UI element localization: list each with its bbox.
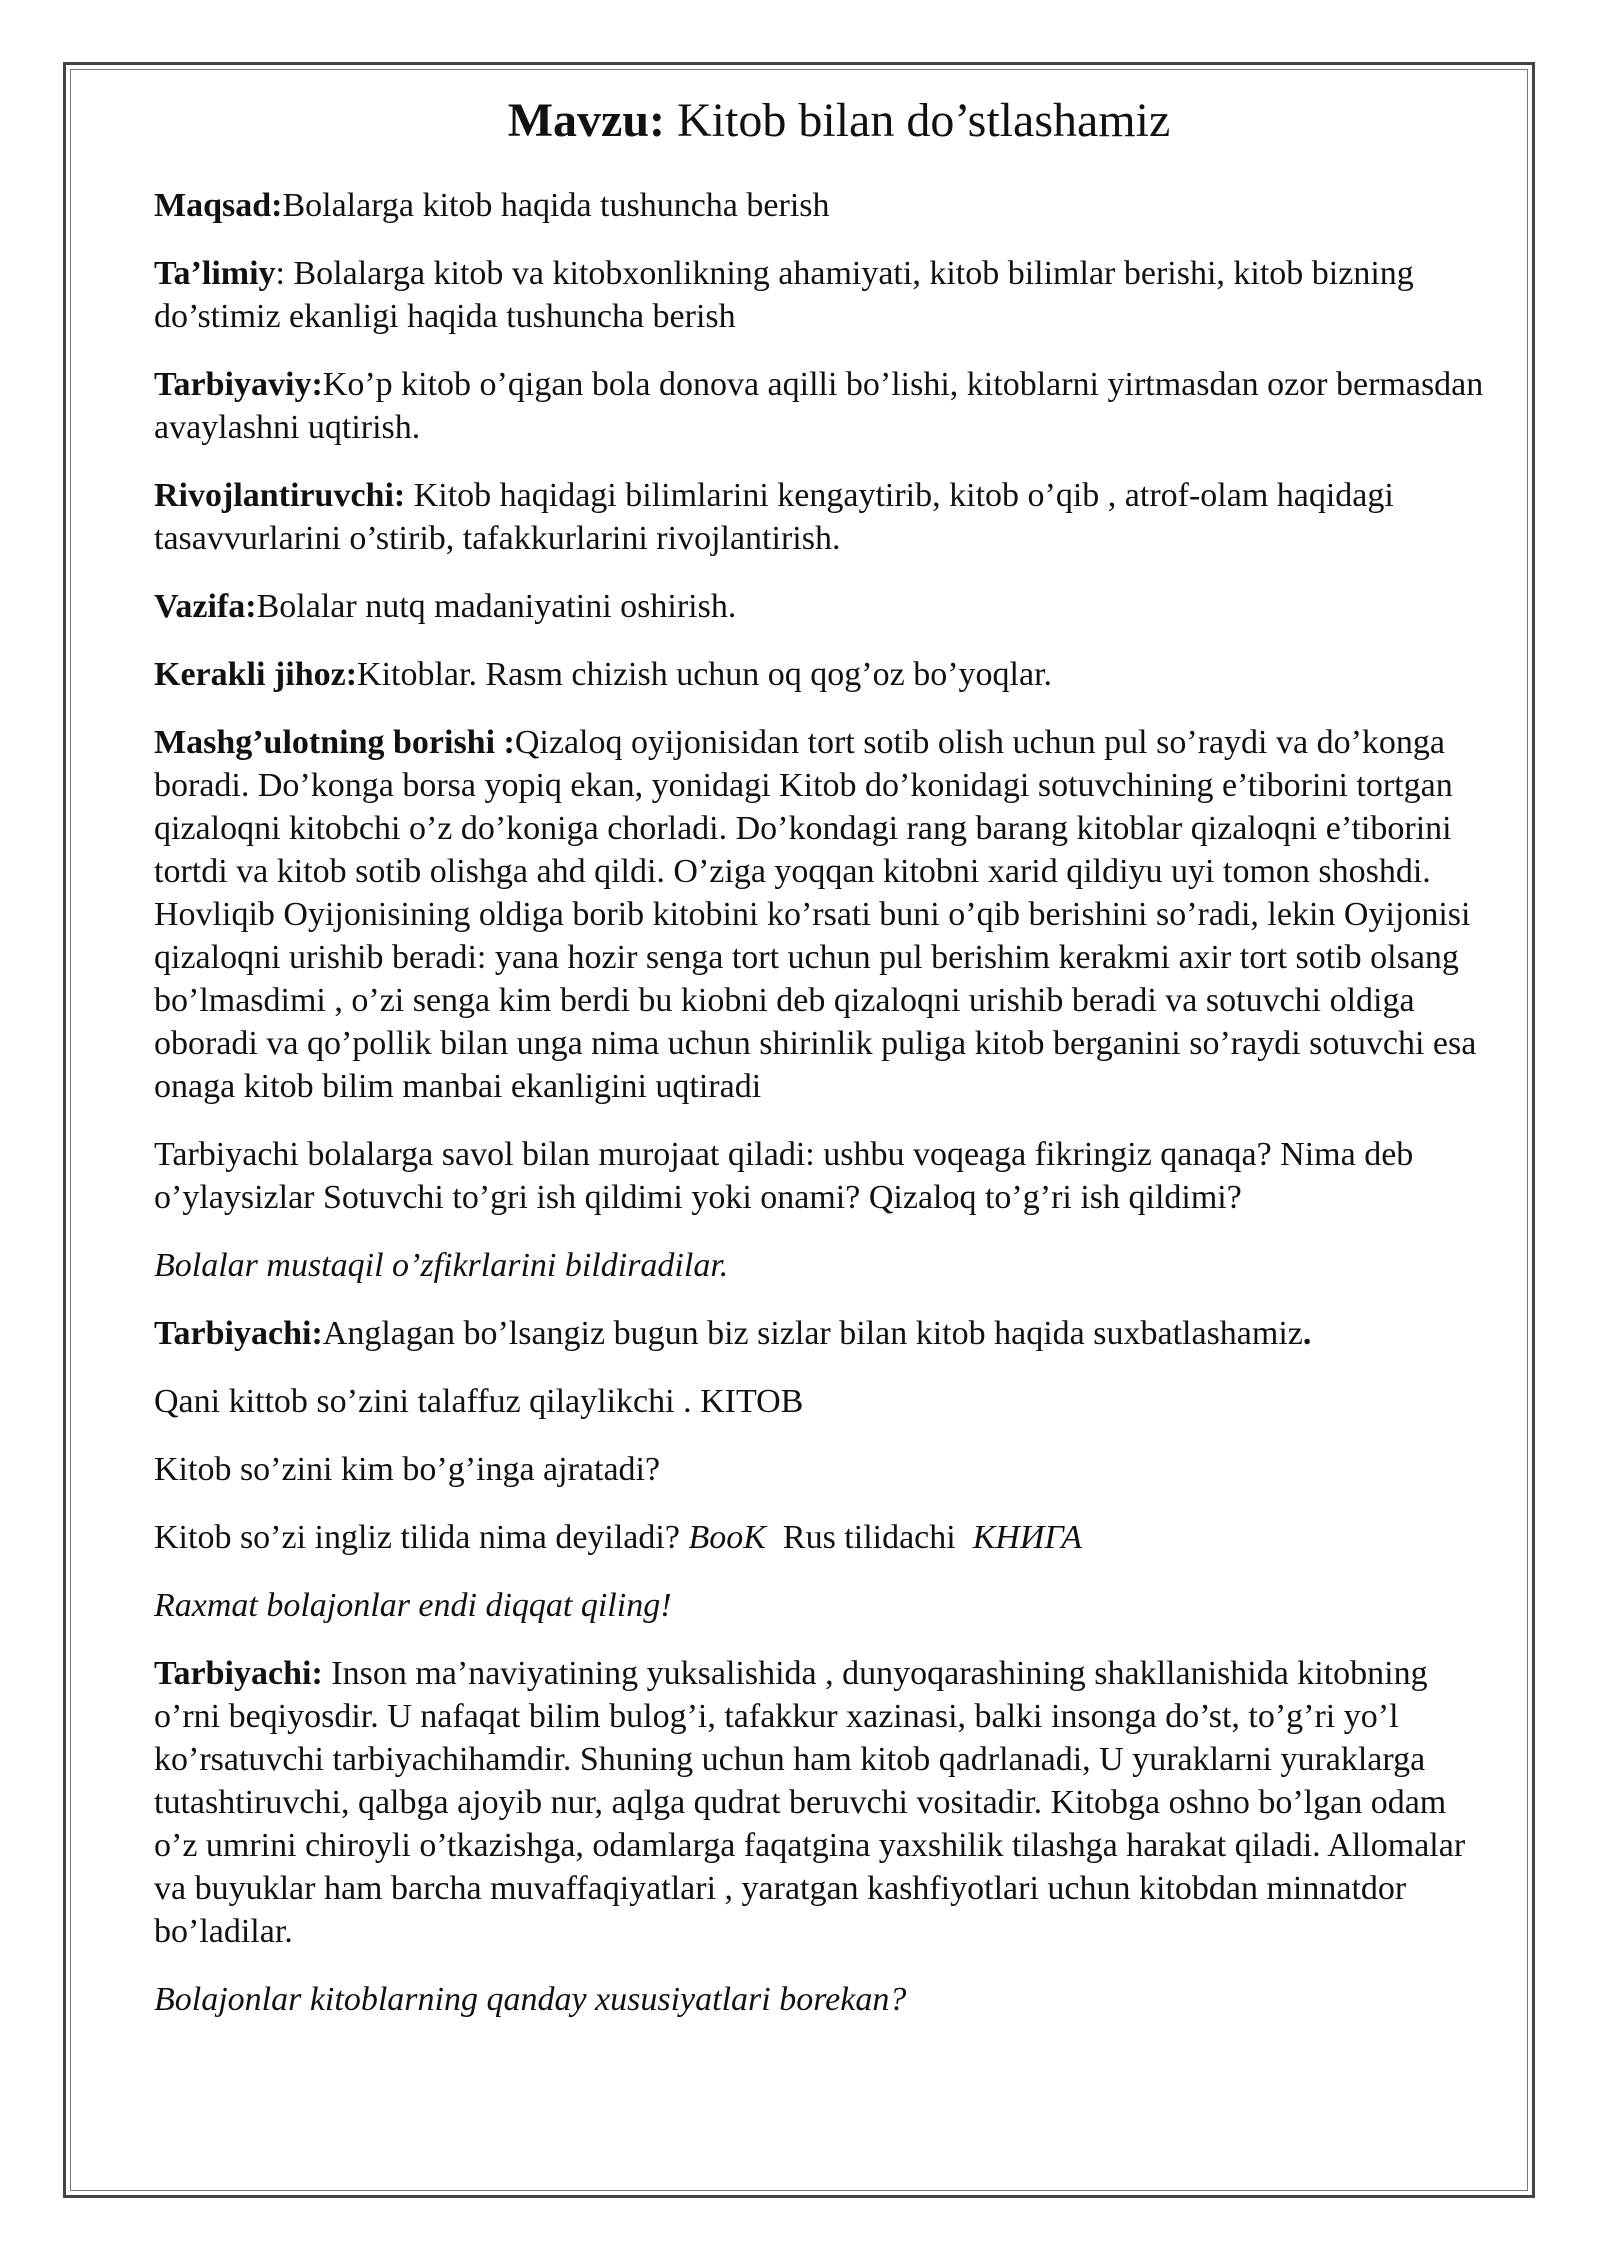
page-title	[154, 88, 1494, 154]
paragraph-developmental	[154, 474, 1494, 560]
paragraph-text: Kitob so’zi ingliz tilida nima deyiladi?	[154, 1519, 689, 1556]
paragraph-text: Anglagan bo’lsangiz bugun biz sizlar bilan kitob haqida suxbatlashamiz	[322, 1315, 1303, 1352]
paragraph-label: Tarbiyaviy:	[154, 366, 323, 403]
paragraph-italic: Bolalar mustaqil o’zfikrlarini bildiradilar.	[154, 1247, 729, 1284]
paragraph-text: : Bolalarga kitob va kitobxonlikning ahamiyati, kitob bilimlar berishi, kitob bizning do’stimiz ekanligi haqida tushuncha berish	[154, 255, 1414, 335]
paragraph-italic-english: BooK	[688, 1519, 766, 1556]
paragraph-text: Qizaloq oyijonisidan tort sotib olish uchun pul so’raydi va do’konga boradi. Do’konga borsa yopiq ekan, yonidagi Kitob do’konidagi sotuvchining e’tiborini tortgan qizaloqni kitobchi o’z do’koniga chorladi. Do’kondagi rang barang kitoblar qizaloqni e’tiborini tortdi va kitob sotib olishga ahd qildi. O’ziga yoqqan kitobni xarid qildiyu uyi tomon shoshdi. Hovliqib Oyijonisining oldiga borib kitobini ko’rsati buni o’qib berishini so’radi, lekin Oyijonisi qizaloqni urishib beradi: yana hozir senga tort uchun pul berishim kerakmi axir tort sotib olsang bo’lmasdimi , o’zi senga kim berdi bu kiobni deb qizaloqni urishib beradi va sotuvchi oldiga oboradi va qo’pollik bilan unga nima uchun shirinlik puliga kitob berganini so’raydi sotuvchi esa onaga kitob bilim manbai ekanligini uqtiradi	[154, 724, 1477, 1105]
paragraph-educational	[154, 252, 1494, 338]
paragraph-label: Tarbiyachi:	[154, 1315, 323, 1352]
paragraph-children-opinion	[154, 1244, 1494, 1287]
paragraph-teacher-speech	[154, 1652, 1494, 1953]
paragraph-text: Kitoblar. Rasm chizish uchun oq qog’oz bo’yoqlar.	[357, 656, 1053, 693]
paragraph-italic: Bolajonlar kitoblarning qanday xususiyatlari borekan?	[154, 1981, 907, 2018]
paragraph-end-mark: .	[1302, 1315, 1312, 1352]
paragraph-lesson-course	[154, 721, 1494, 1108]
paragraph-label: Tarbiyachi:	[154, 1655, 323, 1692]
paragraph-text: Tarbiyachi bolalarga savol bilan murojaat qiladi: ushbu voqeaga fikringiz qanaqa? Nima deb o’ylaysizlar Sotuvchi to’gri ish qildimi yoki onami? Qizaloq to’g’ri ish qildimi?	[154, 1136, 1414, 1216]
paragraph-closing-question	[154, 1978, 1494, 2021]
paragraph-italic: Raxmat bolajonlar endi diqqat qiling!	[154, 1587, 672, 1624]
paragraph-text: Ko’p kitob o’qigan bola donova aqilli bo’lishi, kitoblarni yirtmasdan ozor bermasdan avaylashni uqtirish.	[154, 366, 1484, 446]
paragraph-text: Kitob so’zini kim bo’g’inga ajratadi?	[154, 1451, 661, 1488]
paragraph-teacher-intro	[154, 1312, 1494, 1355]
paragraph-label: Ta’limiy	[154, 255, 276, 292]
paragraph-text: Kitob haqidagi bilimlarini kengaytirib, kitob o’qib , atrof-olam haqidagi tasavvurlarini o’stirib, tafakkurlarini rivojlantirish.	[154, 477, 1394, 557]
title-text: Kitob bilan do’stlashamiz	[665, 94, 1171, 147]
paragraph-label: Kerakli jihoz:	[154, 656, 358, 693]
paragraph-text: Qani kittob so’zini talaffuz qilaylikchi . KITOB	[154, 1383, 804, 1420]
paragraph-italic-russian: КНИГА	[972, 1519, 1082, 1556]
paragraph-text: Bolalar nutq madaniyatini oshirish.	[256, 588, 737, 625]
document-body	[154, 88, 1494, 2046]
paragraph-thanks	[154, 1584, 1494, 1627]
paragraph-text: Inson ma’naviyatining yuksalishida , dunyoqarashining shakllanishida kitobning o’rni beqiyosdir. U nafaqat bilim bulog’i, tafakkur xazinasi, balki insonga do’st, to’g’ri yo’l ko’rsatuvchi tarbiyachihamdir. Shuning uchun ham kitob qadrlanadi, U yuraklarni yuraklarga tutashtiruvchi, qalbga ajoyib nur, aqlga qudrat beruvchi vositadir. Kitobga oshno bo’lgan odam o’z umrini chiroyli o’tkazishga, odamlarga faqatgina yaxshilik tilashga harakat qiladi. Allomalar va buyuklar ham barcha muvaffaqiyatlari , yaratgan kashfiyotlari uchun kitobdan minnatdor bo’ladilar.	[154, 1655, 1466, 1950]
paragraph-text-2: Rus tilidachi	[765, 1519, 973, 1556]
paragraph-label: Vazifa:	[154, 588, 257, 625]
paragraph-label: Mashg’ulotning borishi :	[154, 724, 515, 761]
paragraph-upbringing	[154, 363, 1494, 449]
paragraph-goal	[154, 184, 1494, 227]
title-label: Mavzu:	[507, 94, 666, 147]
paragraph-text: Bolalarga kitob haqida tushuncha berish	[282, 187, 830, 224]
paragraph-pronounce	[154, 1380, 1494, 1423]
paragraph-task	[154, 585, 1494, 628]
paragraph-label: Rivojlantiruvchi:	[154, 477, 406, 514]
paragraph-equipment	[154, 653, 1494, 696]
paragraph-syllables	[154, 1448, 1494, 1491]
paragraph-teacher-question	[154, 1133, 1494, 1219]
paragraph-translation	[154, 1516, 1494, 1559]
paragraph-label: Maqsad:	[154, 187, 283, 224]
